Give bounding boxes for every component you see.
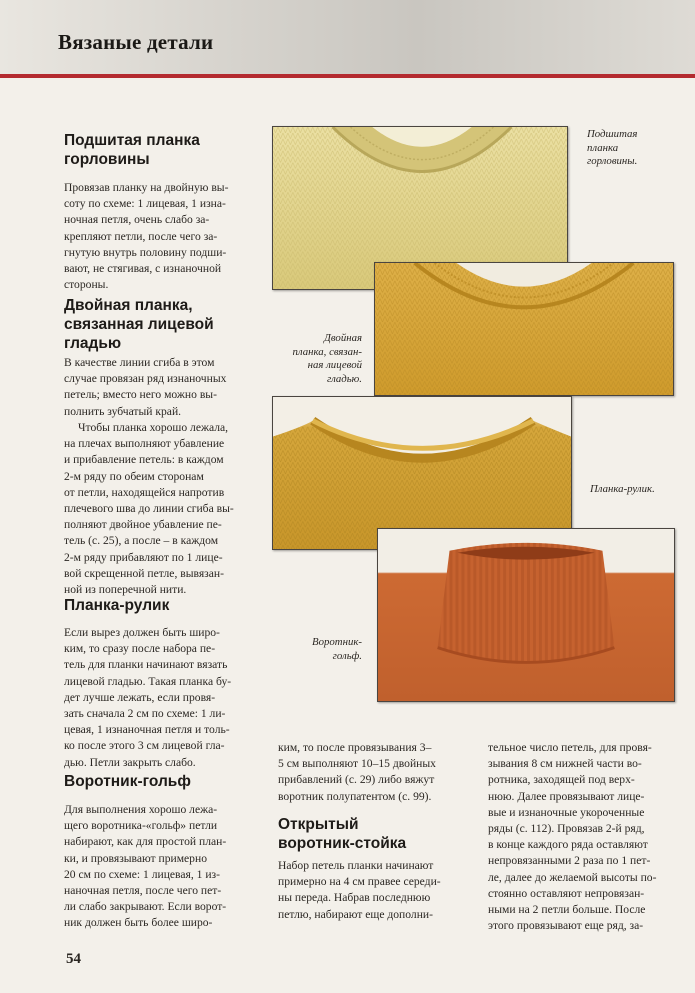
heading-roll-band: Планка-рулик (64, 597, 170, 614)
photo-double-band (374, 262, 674, 396)
page-number: 54 (66, 951, 81, 967)
photo-turtleneck (377, 528, 675, 702)
paragraph-double-band-1: В качестве линии сгиба в этом случае провязан ряд изнаночных петель; вместо него можно вы- полнить зубчатый край. (64, 356, 227, 418)
paragraph-turtleneck: Для выполнения хорошо лежа- щего воротника-«гольф» петли набирают, как для простой план- ки, и провязывают примерно 20 см по схеме: 1 лицевая, 1 из- наночная петля, после чего пет- ли слабо закрывают. Если ворот- ник должен быть более широ- (64, 803, 227, 930)
caption-double-band: Двойная планка, связан- ная лицевой гладью. (292, 332, 362, 385)
header-rule (0, 74, 695, 78)
paragraph-roll-band: Если вырез должен быть широ- ким, то сразу после набора пе- тель для планки начинают вязать лицевой гладью. Такая планка бу- дет лучше лежать, если провя- зать сначала 2 см по схеме: 1 ли- цевая, 1 изнаночная петля и толь- ко после этого 3 см лицевой гла- дью. Петли закрыть слабо. (64, 626, 232, 769)
paragraph-double-band-2: Чтобы планка хорошо лежала, на плечах выполняют убавление и прибавление петель: в каждом 2-м ряду по обеим сторонам от петли, находящейся напротив плечевого шва до линии сгиба вы- полняют двойное убавление пе- тель (с. 25), а после – в каждом 2-м ряду прибавляют по 1 лице- вой скрещенной петле, вывязан- ной из поперечной нити. (64, 421, 234, 597)
heading-turtleneck: Воротник-гольф (64, 773, 191, 790)
caption-hemmed-neckline: Подшитая планка горловины. (587, 128, 638, 167)
heading-double-band: Двойная планка, связанная лицевой гладью (64, 297, 214, 352)
paragraph-open-stand-collar: Набор петель планки начинают примерно на 4 см правее середи- ны переда. Набрав последнюю петлю, набирают еще дополни- (278, 859, 441, 921)
paragraph-hemmed-band: Провязав планку на двойную вы- соту по схеме: 1 лицевая, 1 изна- ночная петля, очень слабо за- крепляют петли, после чего за- гнутую внутрь половину подши- вают, не стягивая, с изнаночной стороны. (64, 181, 229, 292)
heading-hemmed-band: Подшитая планка горловины (64, 132, 200, 168)
caption-roll-band: Планка-рулик. (590, 483, 655, 495)
section-title: Вязаные детали (58, 30, 214, 54)
paragraph-turtleneck-continued: ким, то после провязывания 3– 5 см выполняют 10–15 двойных прибавлений (с. 29) либо вяжут воротник полупатентом (с. 99). (278, 741, 436, 803)
heading-open-stand-collar: Открытый воротник-стойка (278, 816, 407, 852)
caption-turtleneck: Воротник- гольф. (312, 636, 362, 662)
photo-roll-band (272, 396, 572, 550)
paragraph-open-stand-collar-continued: тельное число петель, для провя- зывания 8 см нижней части во- ротника, заходящей под верх- нюю. Далее провязывают лице- вые и изнаночные укороченные ряды (с. 112). Провязав 2-й ряд, в конце каждого ряда оставляют непровязанными 2 раза по 1 пет- ле, далее до желаемой высоты по- стоянно оставляют непровязан- ными на 2 петли больше. После этого провязывают еще ряд, за- (488, 741, 657, 933)
